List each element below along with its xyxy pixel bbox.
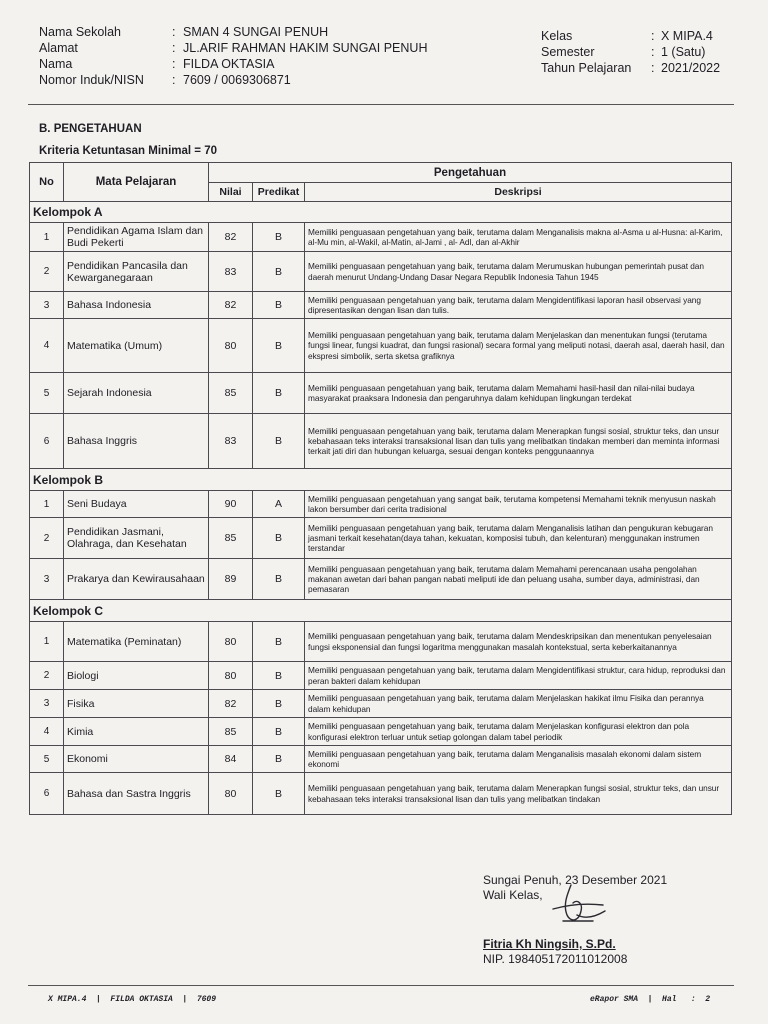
- row-subject: Pendidikan Pancasila dan Kewarganegaraan: [64, 252, 209, 292]
- row-description: Memiliki penguasaan pengetahuan yang baik, terutama dalam Mendeskripsikan dan menentukan penyelesaian fungsi eksponensial dan fungsi logaritma menggunakan masalah kontekstual, serta keberkaitanannya: [305, 622, 732, 662]
- row-no: 2: [30, 518, 64, 559]
- row-no: 5: [30, 373, 64, 414]
- row-score: 82: [209, 223, 253, 252]
- info-value: 1 (Satu): [661, 45, 706, 59]
- row-predicate: B: [253, 559, 305, 600]
- row-score: 80: [209, 622, 253, 662]
- row-no: 6: [30, 414, 64, 469]
- info-colon: :: [172, 73, 176, 87]
- table-row: [30, 414, 732, 469]
- footer-right: eRapor SMA | Hal : 2: [590, 995, 711, 1004]
- footer-divider: [28, 985, 734, 986]
- info-row-semester: [541, 44, 741, 60]
- info-label: Semester: [541, 45, 595, 59]
- info-colon: :: [651, 45, 655, 59]
- row-predicate: B: [253, 414, 305, 469]
- row-subject: Seni Budaya: [64, 491, 209, 518]
- student-info-block: [39, 24, 459, 88]
- col-header-predicate: Predikat: [253, 183, 305, 202]
- info-value: 7609 / 0069306871: [183, 73, 291, 87]
- row-subject: Kimia: [64, 718, 209, 746]
- row-score: 82: [209, 292, 253, 319]
- row-predicate: B: [253, 319, 305, 373]
- row-no: 1: [30, 622, 64, 662]
- info-label: Nama Sekolah: [39, 25, 121, 39]
- row-subject: Bahasa dan Sastra Inggris: [64, 773, 209, 815]
- row-predicate: B: [253, 292, 305, 319]
- row-subject: Pendidikan Jasmani, Olahraga, dan Kesehatan: [64, 518, 209, 559]
- signature-nip: NIP. 198405172011012008: [483, 952, 628, 966]
- col-header-score: Nilai: [209, 183, 253, 202]
- row-score: 90: [209, 491, 253, 518]
- info-label: Kelas: [541, 29, 573, 43]
- info-colon: :: [172, 25, 176, 39]
- col-header-subject: Mata Pelajaran: [64, 163, 209, 202]
- row-description: Memiliki penguasaan pengetahuan yang baik, terutama dalam Merumuskan hubungan pemerintah pusat dan daerah menurut Undang-Undang Dasar Negara Republik Indonesia Tahun 1945: [305, 252, 732, 292]
- row-subject: Biologi: [64, 662, 209, 690]
- row-no: 2: [30, 662, 64, 690]
- row-score: 80: [209, 662, 253, 690]
- row-subject: Fisika: [64, 690, 209, 718]
- info-row-class: [541, 28, 741, 44]
- row-subject: Matematika (Peminatan): [64, 622, 209, 662]
- row-score: 85: [209, 518, 253, 559]
- table-row: [30, 622, 732, 662]
- info-value: X MIPA.4: [661, 29, 713, 43]
- col-header-knowledge: Pengetahuan: [209, 163, 732, 183]
- info-value: FILDA OKTASIA: [183, 57, 275, 71]
- row-subject: Bahasa Inggris: [64, 414, 209, 469]
- signature-role: Wali Kelas,: [483, 888, 543, 902]
- row-score: 85: [209, 373, 253, 414]
- row-subject: Ekonomi: [64, 746, 209, 773]
- row-description: Memiliki penguasaan pengetahuan yang baik, terutama dalam Menganalisis makna al-Asma u al-Husna: al-Karim, al-Mu min, al-Wakil, al-Matin, al-Jami , al- Adl, dan al-Akhir: [305, 223, 732, 252]
- row-description: Memiliki penguasaan pengetahuan yang baik, terutama dalam Menjelaskan konfigurasi elektron dan pola konfigurasi elektron terluar untuk setiap golongan dalam tabel periodik: [305, 718, 732, 746]
- row-description: Memiliki penguasaan pengetahuan yang baik, terutama dalam Memahami perencanaan usaha pengolahan makanan awetan dari bahan pangan nabati meliputi ide dan peluang usaha, sumber daya, administrasi, dan pemasaran: [305, 559, 732, 600]
- row-subject: Prakarya dan Kewirausahaan: [64, 559, 209, 600]
- kkm-label: Kriteria Ketuntasan Minimal = 70: [39, 145, 217, 157]
- row-no: 3: [30, 292, 64, 319]
- info-label: Nama: [39, 57, 73, 71]
- row-no: 3: [30, 690, 64, 718]
- row-predicate: B: [253, 662, 305, 690]
- row-no: 1: [30, 223, 64, 252]
- row-score: 85: [209, 718, 253, 746]
- group-header: Kelompok B: [30, 469, 732, 491]
- row-subject: Sejarah Indonesia: [64, 373, 209, 414]
- info-row-address: [39, 40, 459, 56]
- info-label: Nomor Induk/NISN: [39, 73, 144, 87]
- group-header: Kelompok C: [30, 600, 732, 622]
- row-predicate: B: [253, 373, 305, 414]
- row-subject: Bahasa Indonesia: [64, 292, 209, 319]
- info-row-year: [541, 60, 741, 76]
- row-no: 3: [30, 559, 64, 600]
- row-description: Memiliki penguasaan pengetahuan yang baik, terutama dalam Menganalisis latihan dan pengukuran kebugaran jasmani terkait kesehatan(daya tahan, kekuatan, komposisi tubuh, dan kelenturan) menggunakan instrumen terstandar: [305, 518, 732, 559]
- info-row-school: [39, 24, 459, 40]
- table-row: [30, 690, 732, 718]
- row-no: 2: [30, 252, 64, 292]
- row-description: Memiliki penguasaan pengetahuan yang baik, terutama dalam Menganalisis masalah ekonomi dalam sistem ekonomi: [305, 746, 732, 773]
- info-value: JL.ARIF RAHMAN HAKIM SUNGAI PENUH: [183, 41, 428, 55]
- info-label: Alamat: [39, 41, 78, 55]
- table-row: [30, 518, 732, 559]
- info-colon: :: [651, 29, 655, 43]
- info-colon: :: [651, 61, 655, 75]
- class-info-block: [541, 28, 741, 76]
- info-row-name: [39, 56, 459, 72]
- row-predicate: B: [253, 622, 305, 662]
- table-row: [30, 773, 732, 815]
- row-subject: Matematika (Umum): [64, 319, 209, 373]
- row-predicate: B: [253, 746, 305, 773]
- table-row: [30, 373, 732, 414]
- table-row: [30, 559, 732, 600]
- table-row: [30, 662, 732, 690]
- info-row-nisn: [39, 72, 459, 88]
- table-row: [30, 319, 732, 373]
- row-subject: Pendidikan Agama Islam dan Budi Pekerti: [64, 223, 209, 252]
- row-description: Memiliki penguasaan pengetahuan yang baik, terutama dalam Menerapkan fungsi sosial, struktur teks, dan unsur kebahasaan teks interaksi transaksional lisan dan tulis yang melibatkan tindakan memberi dan meminta informasi terkait jati diri dan hubungan keluarga, sesuai dengan konteks penggunaannya: [305, 414, 732, 469]
- signature-block: [483, 873, 733, 967]
- row-no: 4: [30, 319, 64, 373]
- info-label: Tahun Pelajaran: [541, 61, 632, 75]
- row-predicate: B: [253, 690, 305, 718]
- row-no: 1: [30, 491, 64, 518]
- info-value: SMAN 4 SUNGAI PENUH: [183, 25, 329, 39]
- row-score: 80: [209, 319, 253, 373]
- row-predicate: B: [253, 518, 305, 559]
- row-score: 80: [209, 773, 253, 815]
- row-predicate: B: [253, 252, 305, 292]
- info-value: 2021/2022: [661, 61, 721, 75]
- handwritten-signature-icon: [533, 881, 623, 927]
- row-description: Memiliki penguasaan pengetahuan yang baik, terutama dalam Menerapkan fungsi sosial, struktur teks, dan unsur kebahasaan teks interaksi transaksional lisan dan tulis yang melibatkan tindakan: [305, 773, 732, 815]
- table-row: [30, 491, 732, 518]
- row-description: Memiliki penguasaan pengetahuan yang baik, terutama dalam Mengidentifikasi struktur, cara hidup, reproduksi dan peran bakteri dalam kehidupan: [305, 662, 732, 690]
- row-description: Memiliki penguasaan pengetahuan yang baik, terutama dalam Menjelaskan hakikat ilmu Fisika dan perannya dalam kehidupan: [305, 690, 732, 718]
- row-predicate: B: [253, 773, 305, 815]
- row-description: Memiliki penguasaan pengetahuan yang sangat baik, terutama kompetensi Memahami teknik menyusun naskah lakon bersumber dari cerita tradisional: [305, 491, 732, 518]
- signature-place-date: Sungai Penuh, 23 Desember 2021: [483, 873, 668, 887]
- row-score: 83: [209, 252, 253, 292]
- row-score: 83: [209, 414, 253, 469]
- row-predicate: B: [253, 718, 305, 746]
- table-row: [30, 292, 732, 319]
- header-divider: [28, 104, 734, 105]
- info-colon: :: [172, 57, 176, 71]
- signature-name: Fitria Kh Ningsih, S.Pd.: [483, 937, 616, 951]
- knowledge-score-table: [29, 162, 732, 815]
- row-description: Memiliki penguasaan pengetahuan yang baik, terutama dalam Menjelaskan dan menentukan fungsi (terutama fungsi linear, fungsi kuadrat, dan fungsi rasional) secara formal yang meliputi notasi, daerah asal, daerah hasil, dan ekspresi simbolik, serta sketsa grafiknya: [305, 319, 732, 373]
- row-description: Memiliki penguasaan pengetahuan yang baik, terutama dalam Memahami hasil-hasil dan nilai-nilai budaya masyarakat praaksara Indonesia dan pengaruhnya dalam kehidupan lingkungan terdekat: [305, 373, 732, 414]
- table-row: [30, 746, 732, 773]
- table-row: [30, 252, 732, 292]
- section-title: B. PENGETAHUAN: [39, 123, 142, 135]
- footer-left: X MIPA.4 | FILDA OKTASIA | 7609: [48, 995, 217, 1004]
- row-no: 6: [30, 773, 64, 815]
- row-score: 84: [209, 746, 253, 773]
- col-header-no: No: [30, 163, 64, 202]
- row-score: 82: [209, 690, 253, 718]
- group-header: Kelompok A: [30, 202, 732, 223]
- row-no: 4: [30, 718, 64, 746]
- table-row: [30, 718, 732, 746]
- row-predicate: B: [253, 223, 305, 252]
- col-header-description: Deskripsi: [305, 183, 732, 202]
- row-no: 5: [30, 746, 64, 773]
- row-description: Memiliki penguasaan pengetahuan yang baik, terutama dalam Mengidentifikasi laporan hasil observasi yang dipresentasikan dengan lisan dan tulis.: [305, 292, 732, 319]
- row-score: 89: [209, 559, 253, 600]
- table-row: [30, 223, 732, 252]
- info-colon: :: [172, 41, 176, 55]
- row-predicate: A: [253, 491, 305, 518]
